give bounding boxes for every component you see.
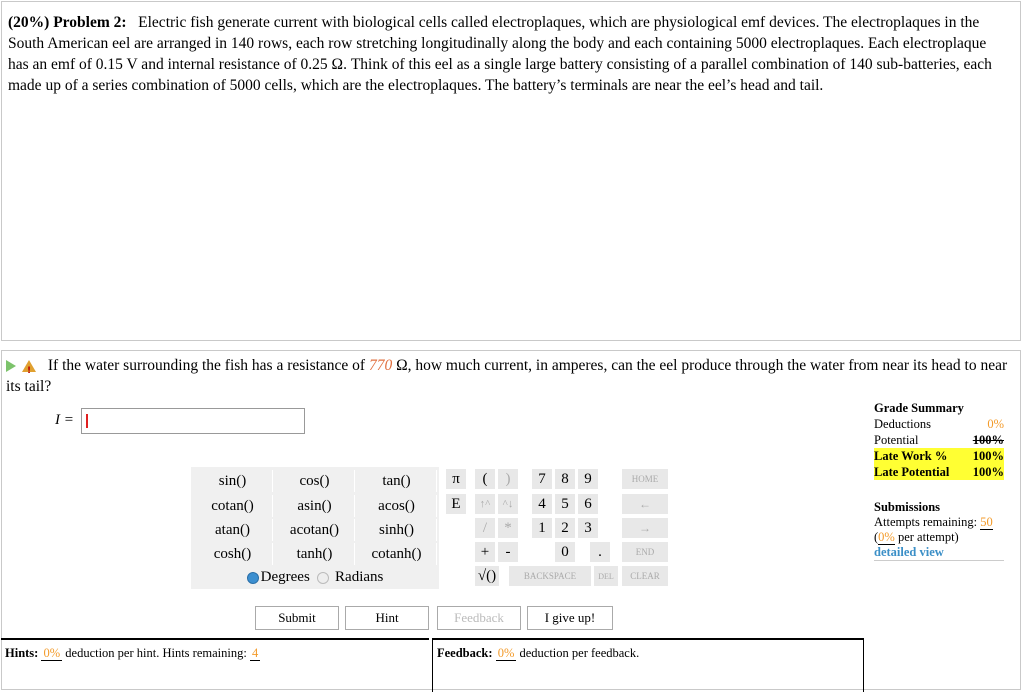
- tan-button[interactable]: tan(): [357, 470, 437, 492]
- deductions-label: Deductions: [874, 417, 931, 431]
- warning-icon: [22, 360, 36, 372]
- key-1[interactable]: 1: [531, 517, 553, 539]
- e-key[interactable]: E: [445, 493, 467, 515]
- key-4[interactable]: 4: [531, 493, 553, 515]
- potential-value: 100%: [972, 433, 1004, 447]
- left-arrow-key[interactable]: ←: [621, 493, 669, 515]
- hints-bar: [1, 638, 429, 692]
- play-icon[interactable]: [6, 360, 16, 372]
- angle-mode: [191, 565, 439, 589]
- key-0[interactable]: 0: [554, 541, 576, 563]
- resistance-value: 770: [368, 357, 393, 374]
- feedback-bar: [432, 638, 864, 692]
- late-potential-label: Late Potential: [874, 465, 950, 479]
- feedback-deduction: 0%: [497, 646, 515, 660]
- late-potential-value: 100%: [972, 465, 1004, 479]
- attempts-row: [874, 515, 1004, 530]
- feedback-description: deduction per feedback.: [519, 646, 640, 660]
- sinh-button[interactable]: sinh(): [357, 519, 437, 541]
- deductions-row: [874, 416, 1004, 432]
- pi-key[interactable]: π: [445, 468, 467, 490]
- late-work-row: [874, 448, 1004, 464]
- key-3[interactable]: 3: [577, 517, 599, 539]
- power-down-key[interactable]: ^↓: [497, 493, 519, 515]
- lparen-key[interactable]: (: [474, 468, 496, 490]
- radians-radio[interactable]: [317, 572, 329, 584]
- potential-label: Potential: [874, 433, 919, 447]
- question-prefix: If the water surrounding the fish has a resistance of: [47, 357, 366, 374]
- cotanh-button[interactable]: cotanh(): [357, 543, 437, 565]
- attempts-label: Attempts remaining:: [874, 515, 978, 529]
- hints-description: deduction per hint. Hints remaining:: [65, 646, 247, 660]
- divide-key[interactable]: /: [474, 517, 496, 539]
- submissions-panel: [874, 500, 1004, 561]
- degrees-radio[interactable]: [247, 572, 259, 584]
- late-potential-row: [874, 464, 1004, 480]
- attempts-value: 50: [980, 515, 993, 529]
- acotan-button[interactable]: acotan(): [275, 519, 355, 541]
- calculator-keypad: [191, 467, 675, 589]
- problem-heading: (20%) Problem 2:: [8, 14, 127, 31]
- backspace-key[interactable]: BACKSPACE: [508, 565, 592, 587]
- grade-title: Grade Summary: [874, 401, 964, 415]
- late-work-label: Late Work %: [874, 449, 948, 463]
- potential-row: [874, 432, 1004, 448]
- sqrt-key[interactable]: √(): [474, 565, 500, 587]
- home-key[interactable]: HOME: [621, 468, 669, 490]
- plus-key[interactable]: +: [474, 541, 496, 563]
- atan-button[interactable]: atan(): [193, 519, 273, 541]
- grade-summary: [874, 400, 1004, 480]
- hint-button[interactable]: Hint: [345, 606, 429, 630]
- key-8[interactable]: 8: [554, 468, 576, 490]
- key-2[interactable]: 2: [554, 517, 576, 539]
- key-5[interactable]: 5: [554, 493, 576, 515]
- degrees-label: Degrees: [260, 569, 310, 585]
- rparen-key[interactable]: ): [497, 468, 519, 490]
- cotan-button[interactable]: cotan(): [193, 495, 273, 517]
- end-key[interactable]: END: [621, 541, 669, 563]
- give-up-button[interactable]: I give up!: [527, 606, 613, 630]
- sin-button[interactable]: sin(): [193, 470, 273, 492]
- hints-text: [5, 646, 260, 661]
- power-up-key[interactable]: ↑^: [474, 493, 496, 515]
- cosh-button[interactable]: cosh(): [193, 543, 273, 565]
- feedback-label: Feedback:: [437, 646, 493, 660]
- text-caret: [86, 414, 88, 428]
- problem-panel: [1, 1, 1021, 341]
- per-attempt-pct: 0%: [878, 530, 895, 544]
- answer-label: I =: [55, 412, 74, 428]
- answer-input[interactable]: [81, 408, 305, 434]
- late-work-value: 100%: [972, 449, 1004, 463]
- minus-key[interactable]: -: [497, 541, 519, 563]
- feedback-button[interactable]: Feedback: [437, 606, 521, 630]
- feedback-text: [437, 646, 639, 661]
- cos-button[interactable]: cos(): [275, 470, 355, 492]
- problem-statement: [8, 12, 1008, 96]
- per-attempt-text: per attempt): [897, 530, 959, 544]
- question-statement: [6, 355, 1016, 397]
- decimal-key[interactable]: .: [589, 541, 611, 563]
- problem-body: Electric fish generate current with biological cells called electroplaques, which are physiological emf devices. The electroplaques in the South American eel are arranged in 140 rows, each row stretching longitudinally along the body and each containing 5000 electroplaques. Each electroplaque has an emf of 0.15 V and internal resistance of 0.25 Ω. Think of this eel as a single large battery consisting of a parallel combination of 140 sub-batteries, each made up of a series combination of 5000 cells, which are the electroplaques. The battery’s terminals are near the eel’s head and tail.: [8, 14, 992, 94]
- detailed-view-link[interactable]: detailed view: [874, 545, 1004, 561]
- question-suffix: Ω, how much current, in amperes, can the eel produce through the water from near its head to near its tail?: [6, 357, 1008, 395]
- per-attempt-row: (0% per attempt): [874, 530, 959, 544]
- deductions-value: 0%: [987, 417, 1004, 431]
- submit-button[interactable]: Submit: [255, 606, 339, 630]
- tanh-button[interactable]: tanh(): [275, 543, 355, 565]
- del-key[interactable]: DEL: [593, 565, 619, 587]
- radians-label: Radians: [335, 569, 384, 585]
- asin-button[interactable]: asin(): [275, 495, 355, 517]
- function-grid: [191, 467, 439, 589]
- key-9[interactable]: 9: [577, 468, 599, 490]
- hints-remaining: 4: [251, 646, 259, 660]
- multiply-key[interactable]: *: [497, 517, 519, 539]
- hints-label: Hints:: [5, 646, 39, 660]
- hints-deduction: 0%: [43, 646, 61, 660]
- key-7[interactable]: 7: [531, 468, 553, 490]
- key-6[interactable]: 6: [577, 493, 599, 515]
- clear-key[interactable]: CLEAR: [621, 565, 669, 587]
- right-arrow-key[interactable]: →: [621, 517, 669, 539]
- acos-button[interactable]: acos(): [357, 495, 437, 517]
- submissions-title: Submissions: [874, 500, 941, 514]
